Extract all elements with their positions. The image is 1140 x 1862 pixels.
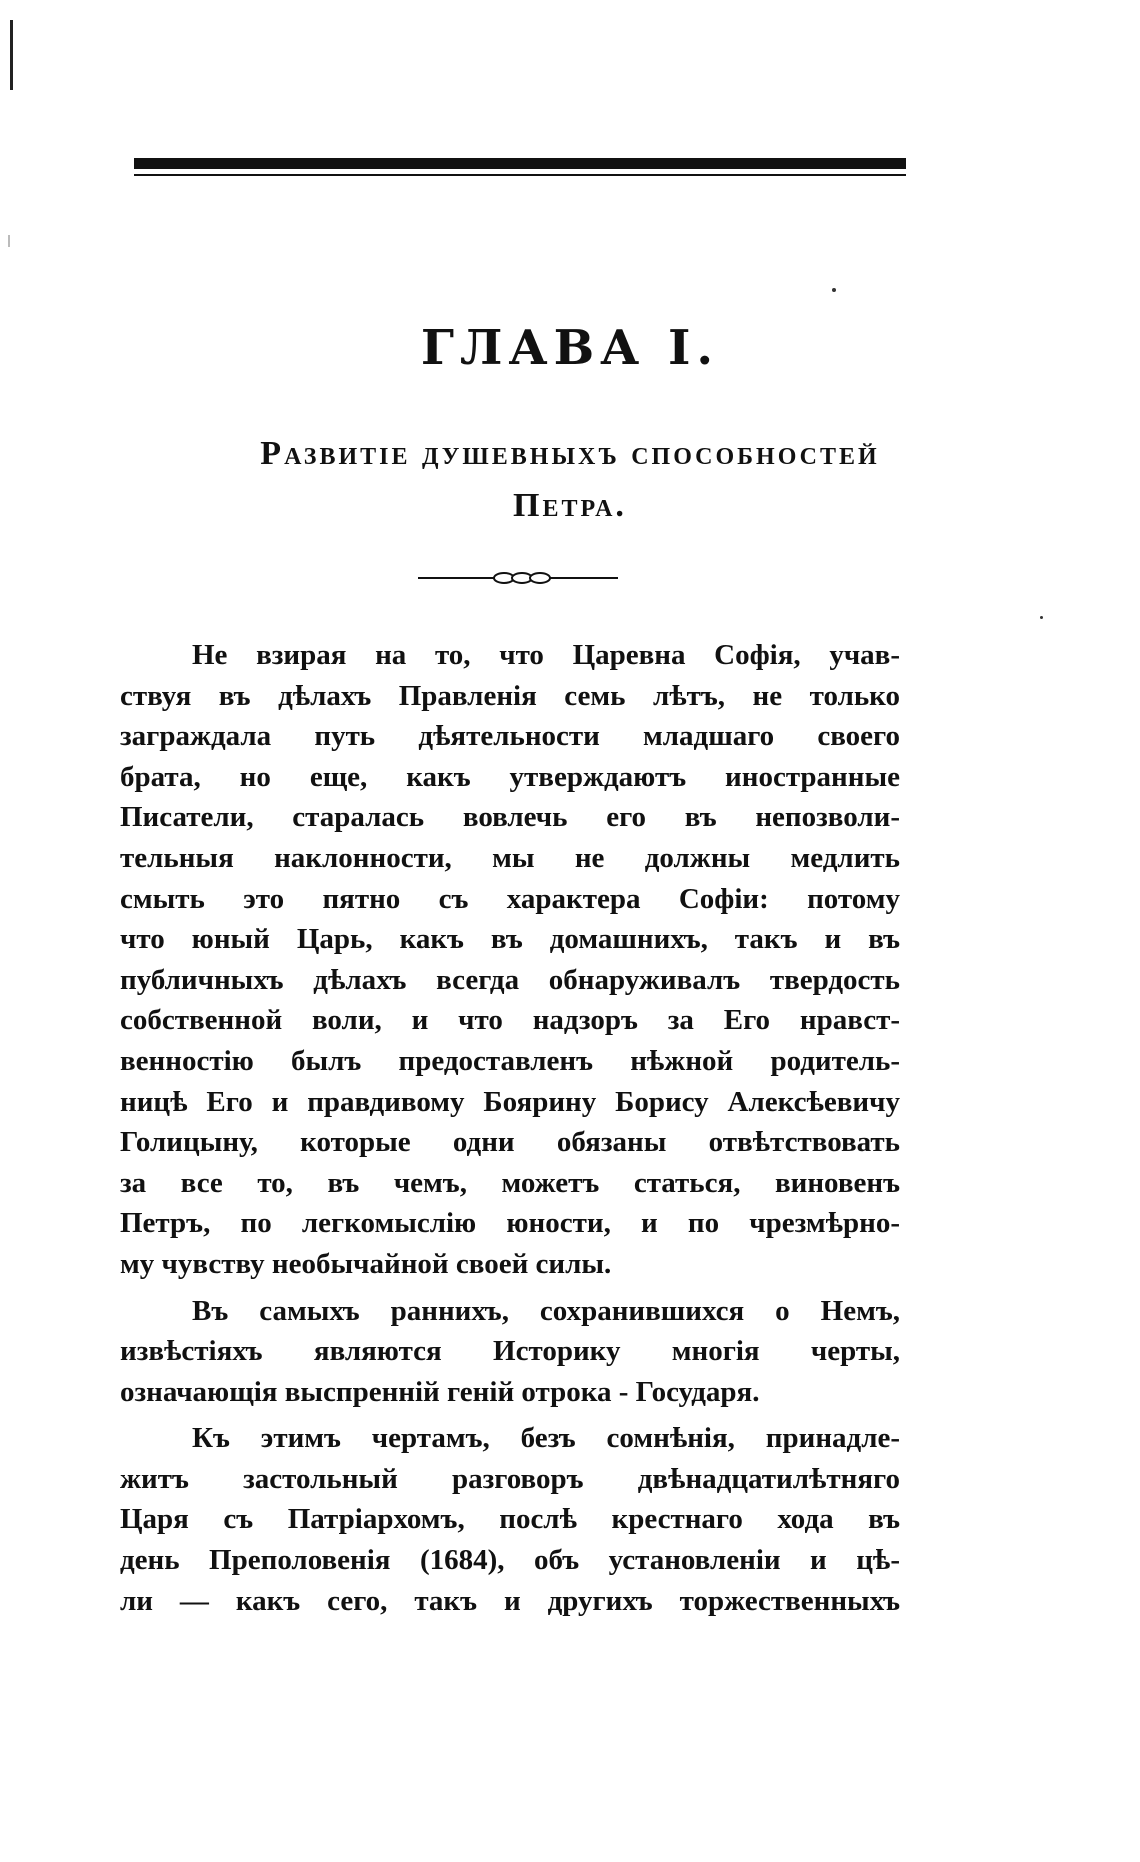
text-line: ствуя въ дѣлахъ Правленія семь лѣтъ, не только [120,679,900,712]
text-line: тельныя наклонности, мы не должны медлить [120,841,900,874]
text-line: житъ застольный разговоръ двѣнадцатилѣтняго [120,1462,900,1495]
scan-speck [8,235,10,247]
text-line: заграждала путь дѣятельности младшаго своего [120,720,900,753]
text-line: Не взирая на то, что Царевна Софія, учав- [192,639,900,671]
chapter-subtitle [0,428,1140,532]
subtitle-line-2: Петра. [513,487,627,524]
text-line: собственной воли, и что надзоръ за Его нравст- [120,1004,900,1037]
text-line: извѣстіяхъ являются Историку многія черты, [120,1335,900,1368]
text-line: брата, но еще, какъ утверждаютъ иностранные [120,760,900,793]
chapter-title: ГЛАВА I. [420,320,720,376]
subtitle-line-1: Развитіе душевныхъ способностей [260,435,880,472]
text-line: Въ самыхъ раннихъ, сохранившихся о Немъ, [192,1294,900,1327]
section-ornament [418,568,618,588]
text-line: ницѣ Его и правдивому Боярину Борису Алексѣевичу [120,1085,900,1118]
scan-dot [832,288,836,292]
text-line: Къ этимъ чертамъ, безъ сомнѣнія, принадле- [192,1422,900,1455]
scan-dot [1040,616,1043,619]
text-line: Голицыну, которые одни обязаны отвѣтствовать [120,1126,900,1159]
scan-edge-mark [10,20,13,90]
header-rule [134,158,906,176]
text-line: день Преполовенія (1684), объ установленіи и цѣ- [120,1544,900,1577]
text-line: Царя съ Патріархомъ, послѣ крестнаго хода въ [120,1503,900,1536]
header-rule-thin [134,174,906,176]
text-line: ли — какъ сего, такъ и другихъ торжественныхъ [120,1584,900,1617]
text-line: му чувству необычайной своей силы. [120,1247,612,1280]
header-rule-thick [134,158,906,169]
text-line: Писатели, старалась вовлечь его въ непозволи- [120,801,900,834]
text-line: Петръ, по легкомыслію юности, и по чрезмѣрно- [120,1207,900,1240]
text-line: смыть это пятно съ характера Софіи: потому [120,882,900,915]
text-line: венностію былъ предоставленъ нѣжной родитель- [120,1044,900,1077]
text-line: за все то, въ чемъ, можетъ статься, виновенъ [120,1166,900,1199]
text-line: публичныхъ дѣлахъ всегда обнаруживалъ твердость [120,963,900,996]
text-line: означающія выспренній геній отрока - Государя. [120,1375,760,1408]
text-line: что юный Царь, какъ въ домашнихъ, такъ и въ [120,923,900,956]
body-text [120,635,900,1621]
